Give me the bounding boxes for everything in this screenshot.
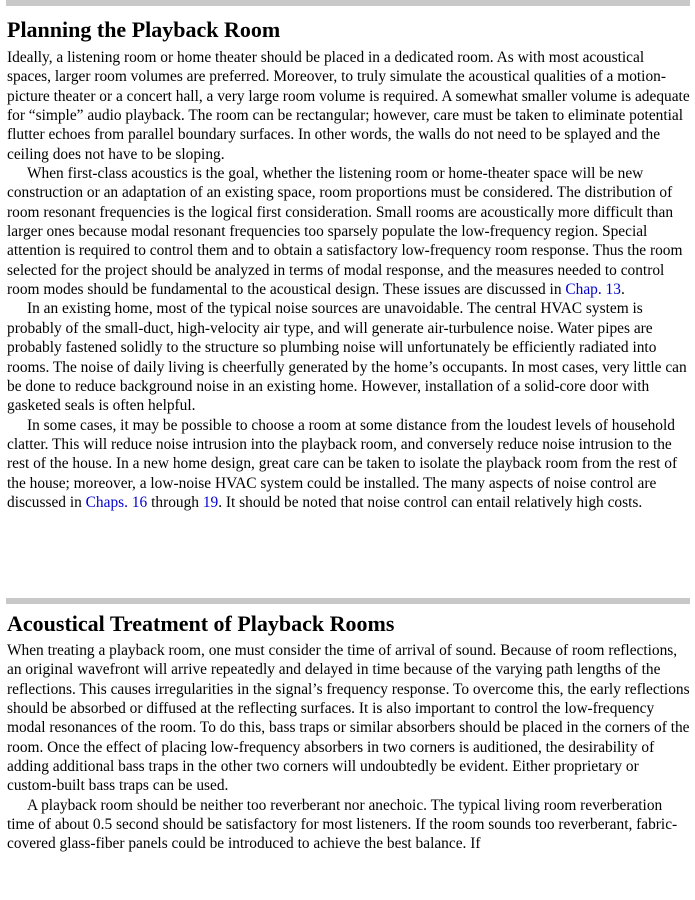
paragraph-text: . It should be noted that noise control can entail relatively high costs. <box>218 493 643 511</box>
section-divider-top <box>6 0 690 6</box>
paragraph <box>7 164 691 299</box>
paragraph <box>7 416 691 513</box>
paragraph: In an existing home, most of the typical noise sources are unavoidable. The central HVAC system is probably of the small-duct, high-velocity air type, and will generate air-turbulence noise. Water pipes are probably fastened solidly to the structure so plumbing noise will unfortunately be efficiently radiated into rooms. The noise of daily living is cheerfully generated by the home’s occupants. In most cases, very little can be done to reduce background noise in an existing home. However, installation of a solid-core door with gasketed seals is often helpful. <box>7 300 687 415</box>
section-divider <box>6 598 690 604</box>
chapter-16-link[interactable]: Chaps. 16 <box>85 493 148 511</box>
section-heading-acoustical-treatment: Acoustical Treatment of Playback Rooms <box>7 611 395 636</box>
section-planning-body <box>7 48 691 512</box>
chapter-19-link[interactable]: 19 <box>202 493 219 511</box>
paragraph-text: When first-class acoustics is the goal, whether the listening room or home-theater space will be new construction or an adaptation of an existing space, room proportions must be considered. The distribution of room resonant frequencies is the logical first consideration. Small rooms are acoustically more difficult than larger ones because modal resonant frequencies too sparsely populate the low-frequency region. Special attention is required to control them and to obtain a satisfactory low-frequency room response. Thus the room selected for the project should be analyzed in terms of modal response, and the measures needed to control room modes should be fundamental to the acoustical design. These issues are discussed in <box>7 165 683 299</box>
chapter-13-link[interactable]: Chap. 13 <box>565 281 621 299</box>
paragraph: When treating a playback room, one must consider the time of arrival of sound. Because of room reflections, an original wavefront will arrive repeatedly and delayed in time because of the varying path lengths of the reflections. This causes irregularities in the signal’s frequency response. To overcome this, the early reflections should be absorbed or diffused at the reflecting surfaces. It is also important to control the low-frequency modal resonances of the room. To do this, bass traps or similar absorbers should be placed in the corners of the room. Once the effect of placing low-frequency absorbers in two corners is auditioned, the desirability of adding additional bass traps in the other two corners will undoubtedly be evident. Either proprietary or custom-built bass traps can be used. <box>7 642 690 795</box>
paragraph-text: . <box>620 281 625 299</box>
section-heading-planning: Planning the Playback Room <box>7 17 281 42</box>
paragraph-text: through <box>147 493 203 511</box>
paragraph-text: In some cases, it may be possible to choose a room at some distance from the loudest levels of household clatter. This will reduce noise intrusion into the playback room, and conversely reduce noise intrusion to the rest of the house. In a new home design, great care can be taken to isolate the playback room from the rest of the house; moreover, a low-noise HVAC system could be installed. The many aspects of noise control are discussed in <box>7 416 678 511</box>
paragraph: A playback room should be neither too reverberant nor anechoic. The typical living room reverberation time of about 0.5 second should be satisfactory for most listeners. If the room sounds too reverberant, fabric-covered glass-fiber panels could be introduced to achieve the best balance. If <box>7 796 678 853</box>
section-treatment-body <box>7 641 691 854</box>
paragraph: Ideally, a listening room or home theater should be placed in a dedicated room. As with most acoustical spaces, larger room volumes are preferred. Moreover, to truly simulate the acoustical qualities of a motion-picture theater or a concert hall, a very large room volume is required. A somewhat smaller volume is adequate for “simple” audio playback. The room can be rectangular; however, care must be taken to eliminate potential flutter echoes from parallel boundary surfaces. In other words, the walls do not need to be splayed and the ceiling does not have to be sloping. <box>7 49 690 163</box>
